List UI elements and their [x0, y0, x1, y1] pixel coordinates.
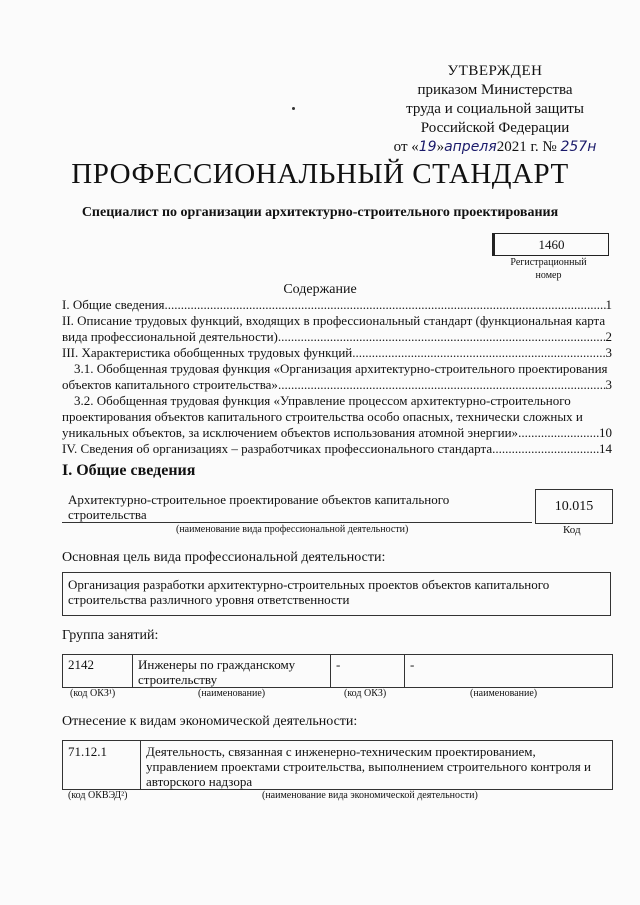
registration-label	[492, 256, 605, 282]
toc-item[interactable]	[62, 297, 612, 313]
occupation-code-2: -	[336, 657, 341, 672]
table-divider	[330, 654, 331, 687]
order-prefix: от «	[393, 139, 419, 155]
toc-item-label: вида профессиональной деятельности)	[62, 329, 278, 344]
toc-title: Содержание	[283, 282, 357, 297]
order-line	[380, 138, 610, 157]
table-divider	[140, 740, 141, 789]
table-divider	[404, 654, 405, 687]
goal-box	[62, 572, 611, 616]
occupation-code: 2142	[68, 657, 94, 672]
okz-caption: (код ОКЗ¹)	[70, 688, 116, 699]
activity-code-box: 10.015	[535, 489, 613, 524]
occupation-name-line: Инженеры по гражданскому	[138, 657, 296, 672]
economic-activity-label: Отнесение к видам экономической деятельности:	[62, 714, 358, 729]
okved-name-line: авторского надзора	[146, 774, 253, 789]
order-month-handwritten: апреля	[444, 139, 497, 155]
toc-page: 14	[599, 441, 612, 456]
activity-caption: (наименование вида профессиональной деятельности)	[176, 524, 409, 535]
toc-page: 10	[599, 425, 612, 440]
leader-dots	[492, 441, 599, 457]
toc-item-label: III. Характеристика обобщенных трудовых функций	[62, 345, 353, 360]
toc-item-label: IV. Сведения об организациях – разработчиках профессионального стандарта	[62, 441, 493, 456]
activity-name-line: Архитектурно-строительное проектирование объектов капитального	[68, 492, 450, 507]
occupation-name	[138, 657, 326, 687]
toc-item-line[interactable]: II. Описание трудовых функций, входящих в профессиональный стандарт (функциональная карта	[62, 313, 606, 328]
goal-line: строительства различного уровня ответственности	[68, 592, 350, 607]
toc-item-line[interactable]: проектирования объектов капитального строительства особо опасных, технически сложных и	[62, 409, 583, 424]
toc-page: 3	[605, 377, 612, 392]
leader-dots	[518, 425, 599, 441]
order-year: 2021 г. №	[496, 139, 557, 155]
table-divider	[132, 654, 133, 687]
toc-item-label: объектов капитального строительства»	[62, 377, 278, 392]
okz-caption: (код ОКЗ)	[344, 688, 387, 699]
approval-header: УТВЕРЖДЕН	[447, 63, 543, 79]
leader-dots	[278, 329, 606, 345]
okved-name-caption: (наименование вида экономической деятельности)	[262, 790, 478, 801]
section-heading: I. Общие сведения	[62, 462, 196, 479]
toc-page: 3	[605, 345, 612, 360]
activity-name-line: строительства	[68, 507, 147, 522]
okved-caption: (код ОКВЭД²)	[68, 790, 128, 801]
leader-dots	[352, 345, 605, 361]
occupation-name-line: строительству	[138, 672, 218, 687]
toc-item-label: I. Общие сведения	[62, 297, 165, 312]
toc-item-line[interactable]: 3.1. Обобщенная трудовая функция «Организация архитектурно-строительного проектирования	[74, 361, 608, 376]
goal-label: Основная цель вида профессиональной деятельности:	[62, 550, 386, 565]
approval-line: приказом Министерства	[417, 82, 573, 98]
page-title: ПРОФЕССИОНАЛЬНЫЙ СТАНДАРТ	[71, 158, 569, 190]
toc-item[interactable]	[62, 345, 612, 361]
approval-line: труда и социальной защиты	[406, 101, 584, 117]
underline	[62, 522, 532, 523]
goal-line: Организация разработки архитектурно-строительных проектов объектов капитального	[68, 577, 550, 592]
registration-label-line: номер	[535, 270, 562, 281]
toc-item-line[interactable]: 3.2. Обобщенная трудовая функция «Управление процессом архитектурно-строительного	[74, 393, 571, 408]
toc-item-label: уникальных объектов, за исключением объектов использования атомной энергии»	[62, 425, 519, 440]
toc-item[interactable]	[62, 329, 612, 345]
order-number-handwritten: 257н	[560, 139, 597, 155]
toc-item[interactable]	[62, 377, 612, 393]
activity-name	[68, 492, 508, 522]
speck	[292, 107, 295, 110]
registration-number-box: 1460	[492, 233, 609, 256]
order-quote: »	[436, 139, 445, 155]
approval-block	[380, 62, 610, 157]
table-of-contents	[62, 297, 612, 457]
okved-name-line: Деятельность, связанная с инженерно-техническим проектированием,	[146, 744, 536, 759]
leader-dots	[278, 377, 606, 393]
toc-page: 2	[605, 329, 612, 344]
okved-name	[146, 744, 608, 789]
leader-dots	[165, 297, 606, 313]
occupation-group-label: Группа занятий:	[62, 628, 159, 643]
occupation-name-2: -	[410, 657, 415, 672]
standard-subtitle: Специалист по организации архитектурно-строительного проектирования	[81, 205, 559, 220]
name-caption: (наименование)	[198, 688, 266, 699]
okved-name-line: управлением проектами строительства, выполнением строительного контроля и	[146, 759, 591, 774]
toc-page: 1	[605, 297, 612, 312]
toc-item[interactable]	[62, 441, 612, 457]
code-caption: Код	[563, 524, 581, 536]
name-caption: (наименование)	[470, 688, 538, 699]
registration-label-line: Регистрационный	[510, 257, 587, 268]
okved-code: 71.12.1	[68, 744, 107, 759]
toc-item[interactable]	[62, 425, 612, 441]
order-day-handwritten: 19	[418, 139, 437, 155]
approval-line: Российской Федерации	[420, 120, 570, 136]
